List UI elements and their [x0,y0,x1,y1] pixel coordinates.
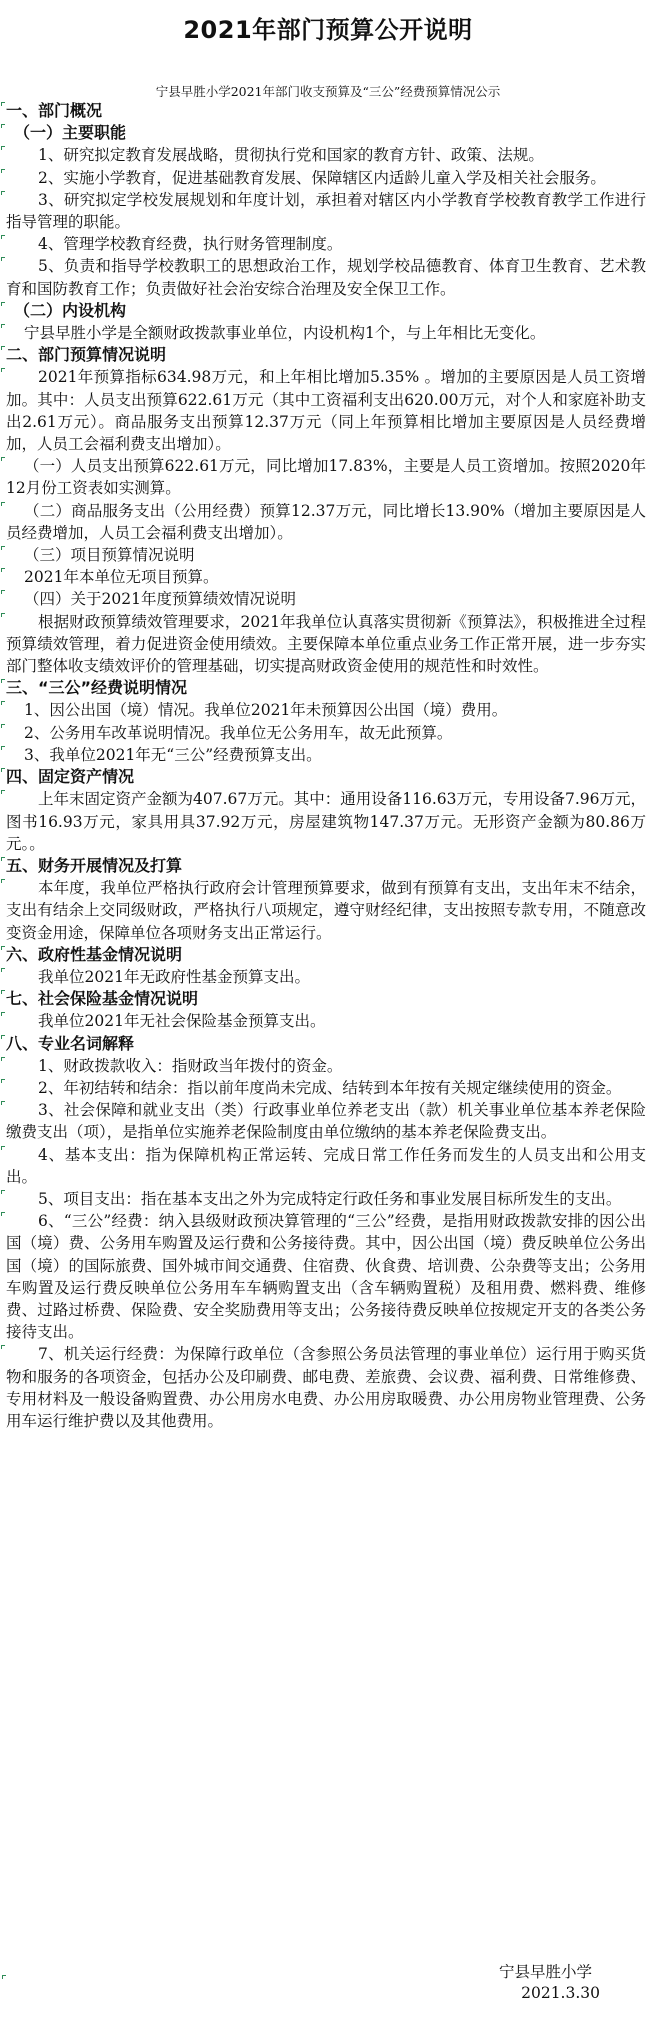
paragraph [6,1077,646,1099]
margin-marker [1,679,5,683]
margin-marker [1,990,5,994]
paragraph-text: 二、部门预算情况说明 [6,345,167,365]
paragraph-text: 七、社会保险基金情况说明 [6,989,199,1009]
paragraph-text: 一、部门概况 [6,101,103,120]
section-heading [6,100,646,122]
paragraph [6,233,646,255]
paragraph-text: 1、研究拟定教育发展战略，贯彻执行党和国家的教育方针、政策、法规。 [38,146,544,165]
paragraph [6,1210,646,1343]
margin-marker [1,169,5,173]
section-heading [6,855,646,877]
section-heading [6,988,646,1010]
paragraph [6,167,646,189]
margin-marker [1,590,5,594]
margin-marker [1,968,5,972]
paragraph-text: 2、实施小学教育，促进基础教育发展、保障辖区内适龄儿童入学及相关社会服务。 [38,168,606,187]
signature-org: 宁县早胜小学 [498,1963,592,1981]
paragraph-text: 2021年本单位无项目预算。 [24,568,219,587]
margin-marker [1,1146,5,1150]
margin-marker [1,768,5,772]
paragraph [6,1099,646,1143]
document-title: 2021年部门预算公开说明 [183,16,473,44]
margin-marker [1,191,5,195]
margin-marker [1,1345,5,1349]
margin-marker [1,701,5,705]
margin-marker [1,502,5,506]
paragraph-text: 2021年预算指标634.98万元，和上年相比增加5.35% 。增加的主要原因是人员工资增加。其中：人员支出预算622.61万元（其中工资福利支出620.00万元，对个人和家庭补助支出2.61万元）。商品服务支出预算12.37万元（同上年预算相比增加主要原因是人员经费增加，人员工会福利费支出增加）。 [6,368,646,454]
paragraph [6,1343,646,1432]
paragraph [6,1188,646,1210]
margin-marker [1,457,5,461]
margin-marker [1,257,5,261]
document-subtitle: 宁县早胜小学2021年部门收支预算及“三公”经费预算情况公示 [155,84,501,99]
paragraph-text: 3、研究拟定学校发展规划和年度计划，承担着对辖区内小学教育学校教育教学工作进行指导管理的职能。 [6,190,646,232]
margin-marker [1,102,5,106]
margin-marker [1,1012,5,1016]
paragraph-text: （二）商品服务支出（公用经费）预算12.37万元，同比增长13.90%（增加主要原因是人员经费增加，人员工会福利费支出增加）。 [6,501,646,542]
paragraph [6,1144,646,1188]
paragraph [6,544,646,566]
paragraph [6,611,646,678]
margin-marker [1,324,5,328]
paragraph-text: 八、专业名词解释 [6,1033,135,1053]
document-body [6,100,646,1432]
margin-marker [1,302,5,306]
paragraph-text: 我单位2021年无政府性基金预算支出。 [38,967,310,986]
paragraph-text: 5、项目支出：指在基本支出之外为完成特定行政任务和事业发展目标所发生的支出。 [38,1189,622,1208]
paragraph-text: 3、我单位2021年无“三公”经费预算支出。 [24,745,322,764]
paragraph-text: 1、财政拨款收入：指财政当年拨付的资金。 [38,1056,343,1075]
paragraph-text: （四）关于2021年度预算绩效情况说明 [24,590,296,609]
paragraph-text: 根据财政预算绩效管理要求，2021年我单位认真落实贯彻新《预算法》，积极推进全过程预算绩效管理，着力促进资金使用绩效。主要保障本单位重点业务工作正常开展，进一步夯实部门整体收支绩效评价的管理基础，切实提高财政资金使用的规范性和时效性。 [6,612,646,676]
paragraph-text: （一）主要职能 [14,123,127,143]
paragraph [6,500,646,544]
section-heading [6,766,646,788]
margin-marker [1,146,5,150]
paragraph [6,588,646,610]
paragraph [6,1010,646,1032]
margin-marker [1,568,5,572]
paragraph [6,144,646,166]
paragraph [6,877,646,944]
paragraph-text: 1、因公出国（境）情况。我单位2021年未预算因公出国（境）费用。 [24,701,508,720]
margin-marker [1,946,5,950]
paragraph-text: （一）人员支出预算622.61万元，同比增加17.83%，主要是人员工资增加。按照2020年12月份工资表如实测算。 [6,457,646,498]
margin-marker [1,857,5,861]
paragraph-text: 三、“三公”经费说明情况 [6,678,188,698]
section-heading [6,677,646,699]
paragraph-text: 宁县早胜小学是全额财政拨款事业单位，内设机构1个，与上年相比无变化。 [24,324,546,343]
margin-marker [1,1057,5,1061]
margin-marker [1,368,5,372]
paragraph [6,788,646,855]
margin-marker [1,790,5,794]
section-heading [6,1033,646,1055]
margin-marker [1,1101,5,1105]
paragraph [6,744,646,766]
paragraph-text: 我单位2021年无社会保险基金预算支出。 [38,1012,326,1031]
margin-marker [1,724,5,728]
margin-marker [1,1079,5,1083]
paragraph-text: 上年末固定资产金额为407.67万元。其中：通用设备116.63万元，专用设备7.96万元，图书16.93万元，家具用具37.92万元，房屋建筑物147.37万元。无形资产金额为80.86万元。。 [6,790,646,853]
margin-marker [1,1035,5,1039]
margin-marker [1,124,5,128]
paragraph [6,322,646,344]
paragraph-text: 5、负责和指导学校教职工的思想政治工作，规划学校品德教育、体育卫生教育、艺术教育和国防教育工作；负责做好社会治安综合治理及安全保卫工作。 [6,257,646,298]
signature-date: 2021.3.30 [521,1984,600,2002]
margin-marker [1,1190,5,1194]
margin-marker [1,235,5,239]
paragraph-text: （三）项目预算情况说明 [24,546,195,565]
paragraph-text: 4、基本支出：指为保障机构正常运转、完成日常工作任务而发生的人员支出和公用支出。 [6,1145,646,1186]
margin-marker [1,1212,5,1216]
paragraph [6,699,646,721]
paragraph [6,1055,646,1077]
paragraph-text: （二）内设机构 [14,300,127,320]
paragraph [6,255,646,299]
subsection-heading [6,300,646,322]
paragraph-text: 四、固定资产情况 [6,767,135,787]
paragraph-text: 六、政府性基金情况说明 [6,944,183,964]
paragraph-text: 7、机关运行经费：为保障行政单位（含参照公务员法管理的事业单位）运行用于购买货物和服务的各项资金，包括办公及印刷费、邮电费、差旅费、会议费、福利费、日常维修费、专用材料及一般设备购置费、办公用房水电费、办公用房取暖费、办公用房物业管理费、公务用车运行维护费以及其他费用。 [6,1345,646,1430]
section-heading [6,344,646,366]
paragraph-text: 2、公务用车改革说明情况。我单位无公务用车，故无此预算。 [24,723,453,742]
paragraph-text: 本年度，我单位严格执行政府会计管理预算要求，做到有预算有支出，支出年末不结余，支出有结余上交同级财政，严格执行八项规定，遵守财经纪律，支出按照专款专用，不随意改变资金用途，保障单位各项财务支出正常运行。 [6,879,646,942]
paragraph [6,722,646,744]
paragraph [6,189,646,233]
paragraph-text: 4、管理学校教育经费，执行财务管理制度。 [38,235,343,254]
paragraph-text: 6、“三公”经费：纳入县级财政预决算管理的“三公”经费，是指用财政拨款安排的因公出国（境）费、公务用车购置及运行费和公务接待费。其中，因公出国（境）费反映单位公务出国（境）的国际旅费、国外城市间交通费、住宿费、伙食费、培训费、公杂费等支出；公务用车购置及运行费反映单位公务用车车辆购置支出（含车辆购置税）及租用费、燃料费、维修费、过路过桥费、保险费、安全奖励费用等支出；公务接待费反映单位按规定开支的各类公务接待支出。 [6,1212,646,1342]
margin-marker [1,879,5,883]
paragraph-text: 2、年初结转和结余：指以前年度尚未完成、结转到本年按有关规定继续使用的资金。 [38,1078,622,1097]
paragraph-text: 3、社会保障和就业支出（类）行政事业单位养老支出（款）机关事业单位基本养老保险缴费支出（项），是指单位实施养老保险制度由单位缴纳的基本养老保险费支出。 [6,1101,646,1142]
paragraph [6,566,646,588]
paragraph [6,366,646,455]
margin-marker [1,746,5,750]
paragraph [6,455,646,499]
paragraph [6,966,646,988]
section-heading [6,944,646,966]
margin-marker [1,613,5,617]
paragraph-text: 五、财务开展情况及打算 [6,855,183,875]
margin-marker [1,346,5,350]
margin-marker [1,546,5,550]
subsection-heading [6,122,646,144]
